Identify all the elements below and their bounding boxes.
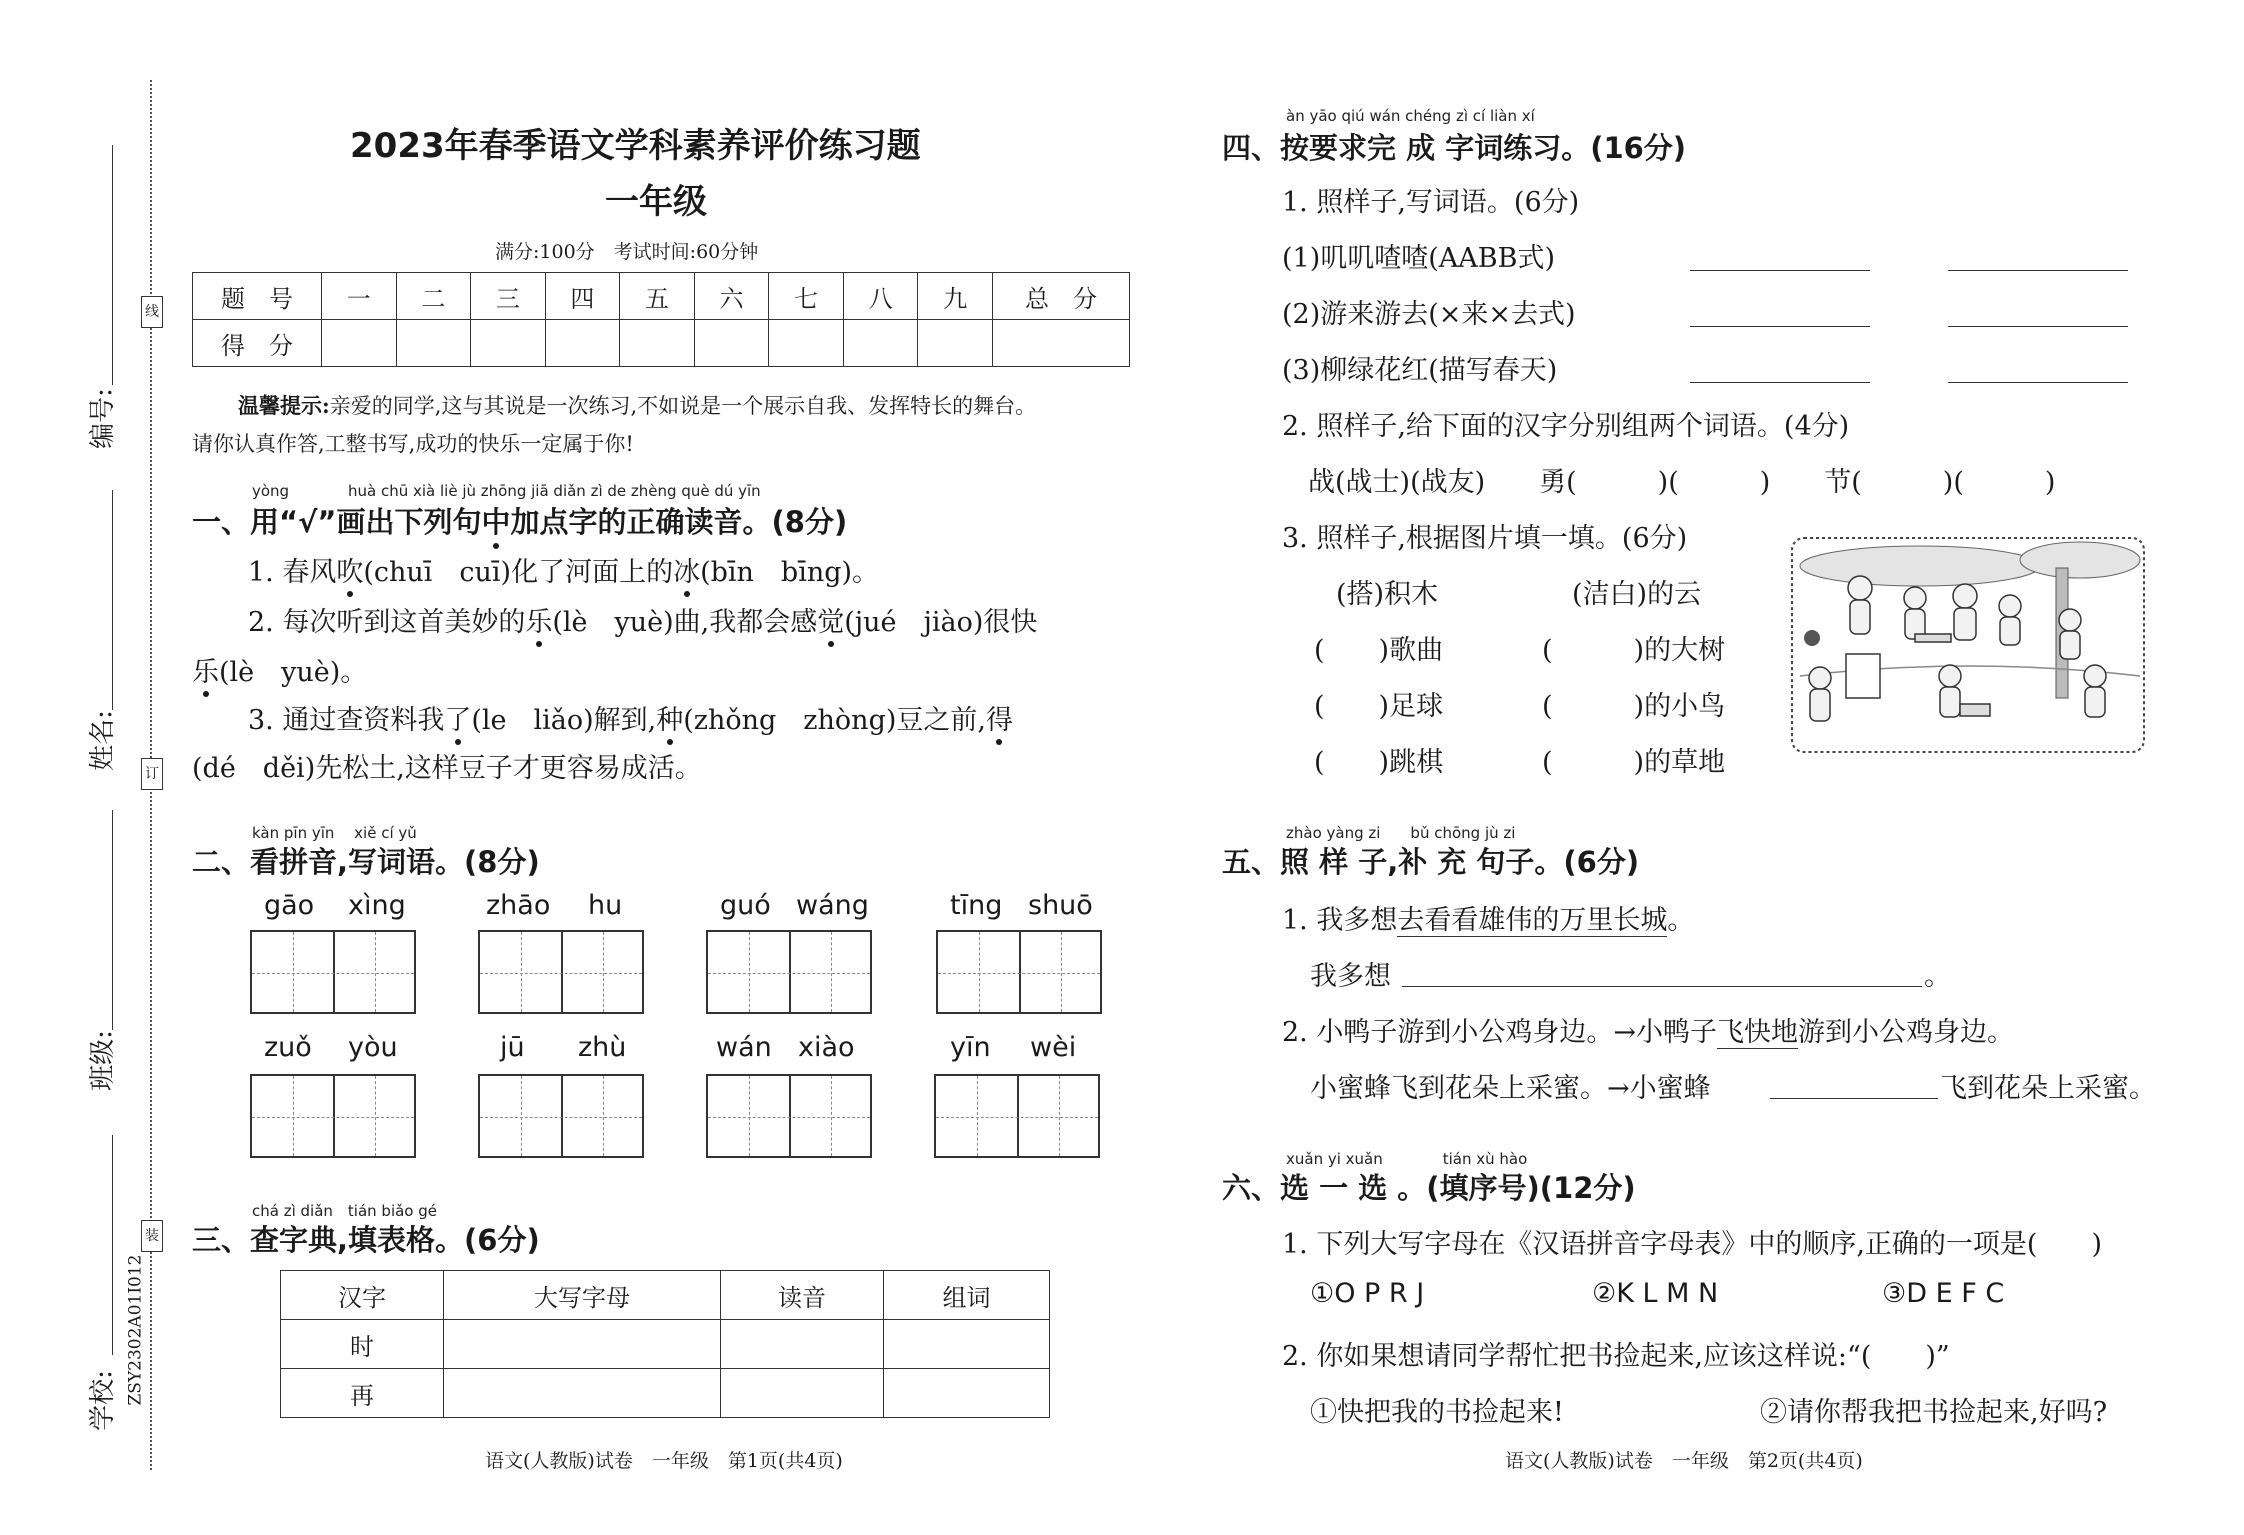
q2-pinyin-1b: xìng <box>348 890 406 921</box>
q4-left-2: ( )足球 <box>1314 691 1444 722</box>
q4-sub3: 3. 照样子,根据图片填一填。(6分) <box>1282 523 1688 554</box>
q4-sub1: 1. 照样子,写词语。(6分) <box>1282 187 1580 218</box>
dict-header: 汉字 <box>281 1271 444 1320</box>
q2-pinyin-4b: shuō <box>1028 890 1093 921</box>
q3-pinyin: chá zì diǎn tián biǎo gé <box>252 1202 438 1220</box>
q4-blank[interactable] <box>1948 382 2128 383</box>
score-cell: 四 <box>545 273 620 320</box>
q2-grid-5[interactable] <box>250 1074 416 1158</box>
q5-blank-2[interactable] <box>1770 1098 1938 1099</box>
q2-grid-1[interactable] <box>250 930 416 1014</box>
tag-zhuang: 装 <box>141 1220 163 1252</box>
dictionary-table <box>280 1270 1050 1418</box>
q4-blank[interactable] <box>1948 326 2128 327</box>
q1-sentence-2-cont: 乐(lè yuè)。 <box>192 650 367 689</box>
q1-title: 一、用“√”画出下列句中加点字的正确读音。(8分) <box>192 500 847 541</box>
q1-pinyin-a: yòng <box>252 482 290 500</box>
q2-grid-8[interactable] <box>934 1074 1100 1158</box>
children-playing-illustration <box>1790 536 2146 754</box>
score-input[interactable] <box>471 320 546 367</box>
q2-grid-2[interactable] <box>478 930 644 1014</box>
footer-left: 语文(人教版)试卷 一年级 第1页(共4页) <box>485 1450 843 1472</box>
class-underline <box>112 810 113 1030</box>
dict-input[interactable] <box>721 1369 884 1418</box>
score-row-headers <box>193 273 1130 320</box>
score-input[interactable] <box>322 320 397 367</box>
q1-sentence-1: 1. 春风吹(chuī cuī)化了河面上的冰(bīn bīng)。 <box>248 550 879 589</box>
score-table <box>192 272 1130 367</box>
q4-example-right: (洁白)的云 <box>1572 579 1702 610</box>
score-input[interactable] <box>694 320 769 367</box>
score-cell: 八 <box>843 273 918 320</box>
q2-pinyin-2a: zhāo <box>486 890 551 921</box>
q5-pinyin: zhào yàng zi bǔ chōng jù zi <box>1286 824 1516 842</box>
paper-code: ZSY2302A01I012 <box>125 1254 146 1406</box>
q2-pinyin-1a: gāo <box>264 890 315 921</box>
q6-q1-option-3[interactable]: ③D E F C <box>1882 1278 2005 1309</box>
q2-pinyin-2b: hu <box>588 890 623 921</box>
score-cell: 题 号 <box>193 273 322 320</box>
q2-pinyin-6b: zhù <box>578 1032 627 1063</box>
dict-header: 读音 <box>721 1271 884 1320</box>
name-label: 姓名: <box>87 710 118 771</box>
q4-pinyin: àn yāo qiú wán chéng zì cí liàn xí <box>1286 107 1535 125</box>
q4-sub2-text: 战(战士)(战友) 勇( )( ) 节( )( ) <box>1308 467 2056 498</box>
class-label: 班级: <box>87 1030 118 1091</box>
q6-q2-option-2[interactable]: ②请你帮我把书捡起来,好吗? <box>1760 1397 2108 1428</box>
q4-blank[interactable] <box>1690 270 1870 271</box>
q4-blank[interactable] <box>1948 270 2128 271</box>
q2-title: 二、看拼音,写词语。(8分) <box>192 845 540 879</box>
q2-grid-7[interactable] <box>706 1074 872 1158</box>
dict-input[interactable] <box>444 1320 721 1369</box>
q4-item-1: (1)叽叽喳喳(AABB式) <box>1282 243 1555 274</box>
score-cell: 五 <box>620 273 695 320</box>
q1-pinyin-b: huà chū xià liè jù zhōng jiā diǎn zì de zhèng què dú yīn <box>348 482 761 500</box>
score-input[interactable] <box>769 320 844 367</box>
q6-question-2: 2. 你如果想请同学帮忙把书捡起来,应该这样说:“( )” <box>1282 1341 1950 1372</box>
q6-question-1: 1. 下列大写字母在《汉语拼音字母表》中的顺序,正确的一项是( ) <box>1282 1229 2102 1260</box>
score-cell: 二 <box>396 273 471 320</box>
score-input[interactable] <box>545 320 620 367</box>
dict-input[interactable] <box>884 1320 1050 1369</box>
q4-item-3: (3)柳绿花红(描写春天) <box>1282 355 1558 386</box>
q5-sentence-2: 2. 小鸭子游到小公鸡身边。→小鸭子飞快地游到小公鸡身边。 <box>1282 1017 2014 1048</box>
q6-q1-option-1[interactable]: ①O P R J <box>1310 1278 1425 1309</box>
q4-sub2: 2. 照样子,给下面的汉字分别组两个词语。(4分) <box>1282 411 1850 442</box>
q5-answer-1-prefix: 我多想 <box>1310 961 1391 992</box>
dict-input[interactable] <box>884 1369 1050 1418</box>
q2-pinyin-4a: tīng <box>950 890 1003 921</box>
number-label: 编号: <box>87 388 118 449</box>
number-underline <box>112 145 113 385</box>
q2-pinyin-8b: wèi <box>1030 1032 1077 1063</box>
q1-sentence-2: 2. 每次听到这首美妙的乐(lè yuè)曲,我都会感觉(jué jiào)很快 <box>248 600 1037 639</box>
q4-blank[interactable] <box>1690 382 1870 383</box>
q5-answer-2-end: 飞到花朵上采蜜。 <box>1940 1073 2156 1104</box>
q2-pinyin-5b: yòu <box>348 1032 398 1063</box>
score-cell: 六 <box>694 273 769 320</box>
dict-char: 再 <box>281 1369 444 1418</box>
tag-ding: 订 <box>141 758 163 790</box>
q4-title: 四、按要求完 成 字词练习。(16分) <box>1222 131 1687 165</box>
q2-pinyin-3b: wáng <box>796 890 869 921</box>
q6-pinyin: xuǎn yi xuǎn tián xù hào <box>1286 1150 1528 1168</box>
score-cell: 一 <box>322 273 397 320</box>
tip <box>238 390 1036 420</box>
footer-right: 语文(人教版)试卷 一年级 第2页(共4页) <box>1505 1450 1863 1472</box>
page-title: 2023年春季语文学科素养评价练习题 <box>350 126 921 166</box>
q5-title: 五、照 样 子,补 充 句子。(6分) <box>1222 845 1640 879</box>
q4-right-3: ( )的草地 <box>1542 747 1726 778</box>
dict-input[interactable] <box>721 1320 884 1369</box>
q4-left-1: ( )歌曲 <box>1314 635 1444 666</box>
score-input[interactable] <box>843 320 918 367</box>
q5-answer-1-end: 。 <box>1924 961 1951 992</box>
q2-grid-6[interactable] <box>478 1074 644 1158</box>
q1-sentence-3: 3. 通过查资料我了(le liǎo)解到,种(zhǒng zhòng)豆之前,得 <box>248 698 1013 737</box>
score-row-values <box>193 320 1130 367</box>
q5-answer-2-prefix: 小蜜蜂飞到花朵上采蜜。→小蜜蜂 <box>1310 1073 1711 1104</box>
q2-grid-3[interactable] <box>706 930 872 1014</box>
name-underline <box>112 490 113 710</box>
score-input[interactable] <box>620 320 695 367</box>
score-cell: 七 <box>769 273 844 320</box>
q2-pinyin-6a: jū <box>500 1032 525 1063</box>
q3-title: 三、查字典,填表格。(6分) <box>192 1223 540 1257</box>
dict-header: 组词 <box>884 1271 1050 1320</box>
q2-pinyin: kàn pīn yīn xiě cí yǔ <box>252 824 417 842</box>
score-cell: 总 分 <box>993 273 1130 320</box>
q2-grid-4[interactable] <box>936 930 1102 1014</box>
q2-pinyin-3a: guó <box>720 890 771 921</box>
school-underline <box>112 1135 113 1355</box>
school-label: 学校: <box>87 1370 118 1431</box>
q6-q2-option-1[interactable]: ①快把我的书捡起来! <box>1310 1397 1564 1428</box>
dict-input[interactable] <box>444 1369 721 1418</box>
tip-label: 温馨提示: <box>238 393 330 418</box>
tip-line1: 亲爱的同学,这与其说是一次练习,不如说是一个展示自我、发挥特长的舞台。 <box>329 394 1037 418</box>
q4-item-2: (2)游来游去(×来×去式) <box>1282 299 1576 330</box>
score-cell: 三 <box>471 273 546 320</box>
q4-right-2: ( )的小鸟 <box>1542 691 1726 722</box>
q2-pinyin-5a: zuǒ <box>264 1032 312 1063</box>
q4-blank[interactable] <box>1690 326 1870 327</box>
q6-title: 六、选 一 选 。(填序号)(12分) <box>1222 1171 1636 1205</box>
score-cell: 九 <box>918 273 993 320</box>
tag-line: 线 <box>141 296 163 328</box>
q2-pinyin-7b: xiào <box>798 1032 855 1063</box>
q5-sentence-1: 1. 我多想去看看雄伟的万里长城。 <box>1282 905 1695 936</box>
score-input[interactable] <box>993 320 1130 367</box>
q1-sentence-3-cont: (dé děi)先松土,这样豆子才更容易成活。 <box>192 753 702 784</box>
q5-blank-1[interactable] <box>1402 986 1922 987</box>
q4-left-3: ( )跳棋 <box>1314 747 1444 778</box>
q2-pinyin-7a: wán <box>716 1032 772 1063</box>
q4-example-left: (搭)积木 <box>1336 579 1439 610</box>
dict-char: 时 <box>281 1320 444 1369</box>
q4-right-1: ( )的大树 <box>1542 635 1726 666</box>
score-input[interactable] <box>918 320 993 367</box>
q2-pinyin-8a: yīn <box>950 1032 991 1063</box>
grade-title: 一年级 <box>605 182 707 222</box>
tip-line2: 请你认真作答,工整书写,成功的快乐一定属于你! <box>192 432 634 456</box>
score-input[interactable] <box>396 320 471 367</box>
dict-header: 大写字母 <box>444 1271 721 1320</box>
exam-meta: 满分:100分 考试时间:60分钟 <box>495 241 759 263</box>
score-cell: 得 分 <box>193 320 322 367</box>
q6-q1-option-2[interactable]: ②K L M N <box>1592 1278 1719 1309</box>
